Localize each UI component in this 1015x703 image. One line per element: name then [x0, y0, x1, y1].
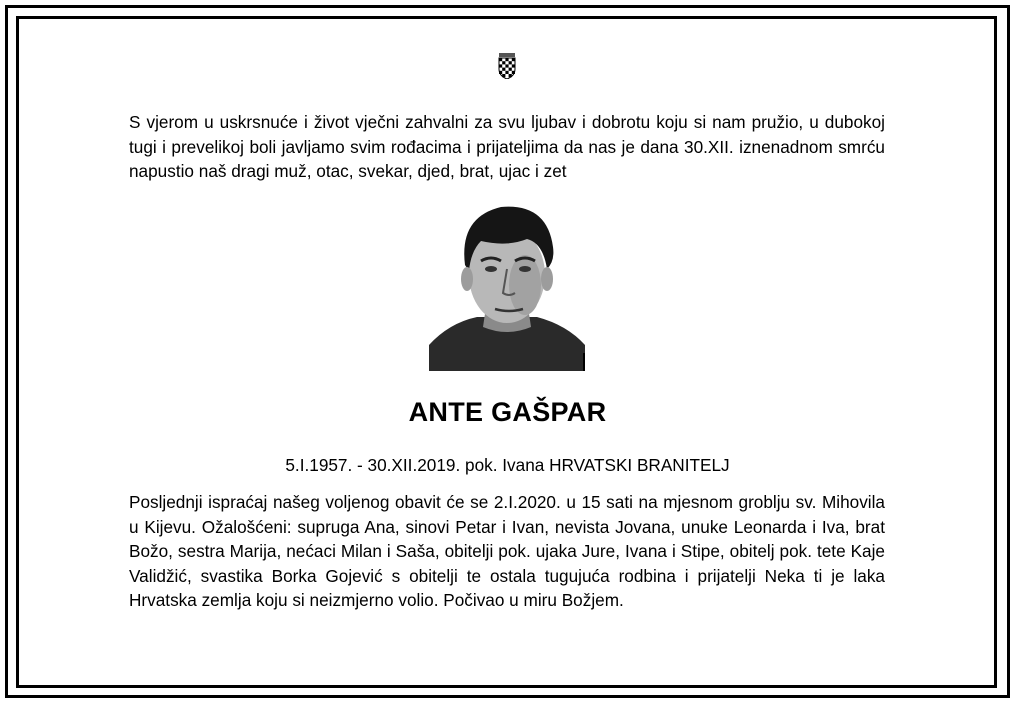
deceased-name: ANTE GAŠPAR — [408, 397, 607, 427]
life-dates: 5.I.1957. - 30.XII.2019. pok. Ivana HRVATSKI BRANITELJ — [285, 455, 730, 475]
croatian-checkerboard-emblem-icon — [498, 53, 516, 79]
intro-paragraph: S vjerom u uskrsnuće i život vječni zahvalni za svu ljubav i dobrotu koju si nam pružio, u dubokoj tugi i prevelikoj boli javljamo svim rođacima i prijateljima da nas je dana 30.XII. iznenadnom smrću napustio naš dragi muž, otac, svekar, djed, brat, ujac i zet — [129, 112, 885, 181]
portrait-photo — [429, 195, 585, 371]
funeral-details-paragraph: Posljednji ispraćaj našeg voljenog obavit će se 2.I.2020. u 15 sati na mjesnom groblju sv. Mihovila u Kijevu. Ožalošćeni: supruga Ana, sinovi Petar i Ivan, nevista Jovana, unuke Leonarda i Iva, brat Božo, sestra Marija, nećaci Milan i Saša, obitelji pok. ujaka Jure, Ivana i Stipe, obitelj pok. tete Kaje Validžić, svastika Borka Gojević s obitelji te ostala tugujuća rodbina i prijatelji Neka ti je laka Hrvatska zemlja koju si neizmjerno volio. Počivao u miru Božjem. — [129, 492, 885, 610]
